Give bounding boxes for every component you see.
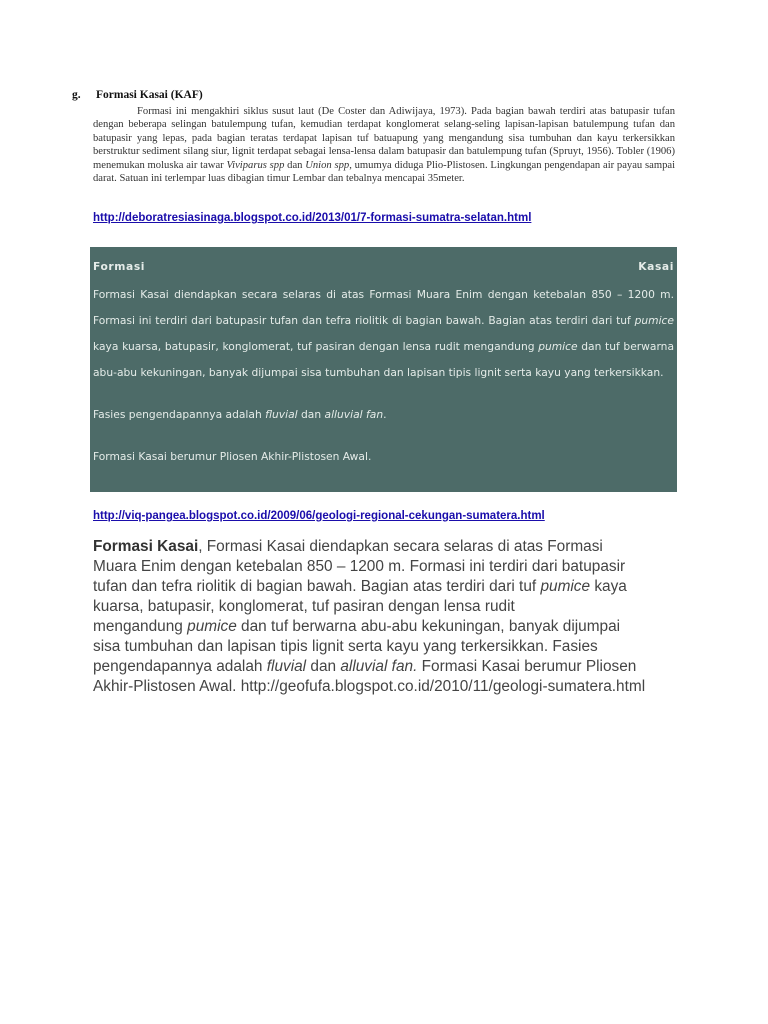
summary-line: kuarsa, batupasir, konglomerat, tuf pasiran dengan lensa rudit: [93, 598, 515, 615]
quote-gap: [93, 428, 674, 444]
source-link-viq-pangea[interactable]: http://viq-pangea.blogspot.co.id/2009/06/geologi-regional-cekungan-sumatera.html: [93, 510, 545, 522]
intro-species-2: Union spp: [305, 159, 350, 171]
quote-p1-text-c: dan tuf berwarna abu-abu kekuningan, banyak dijumpai sisa tumbuhan dan lapisan tipis lignit serta kayu yang terkersikkan.: [93, 340, 674, 379]
summary-line: sisa tumbuhan dan lapisan tipis lignit serta kayu yang terkersikkan. Fasies: [93, 638, 598, 655]
summary-line: [93, 577, 683, 597]
quote-p2-text-a: Fasies pengendapannya adalah: [93, 408, 266, 421]
summary-text: mengandung: [93, 618, 188, 635]
quote-paragraph-1: [93, 282, 674, 386]
intro-text-1: Formasi ini mengakhiri siklus susut laut (De Coster dan Adiwijaya, 1973). Pada bagian bawah terdiri atas batupasir tufan dengan beberapa selingan batulempung tufan, kemudian terdapat konglomerat selang-seling lapisan-lapisan batulempung tufan dan batupasir yang lepas, pada bagian teratas terdapat lapisan tuf batuapung yang mengandung sisa tumbuhan dan kayu terkersikkan berstruktur sediment silang siur, lignit terdapat sebagai lensa-lensa dalam batupasir dan batulempung tufan (Spruyt, 1956). Tobler (1906) menemukan moluska air tawar: [93, 106, 675, 171]
summary-italic: alluvial fan.: [340, 658, 418, 675]
quote-paragraph-3: Formasi Kasai berumur Pliosen Akhir-Plistosen Awal.: [93, 450, 372, 463]
section-number: g.: [72, 89, 81, 101]
intro-text-2: dan: [284, 159, 306, 171]
quote-p1-italic-2: pumice: [538, 340, 578, 353]
summary-line: Muara Enim dengan ketebalan 850 – 1200 m. Formasi ini terdiri dari batupasir: [93, 558, 626, 575]
quote-p1-text-b: kaya kuarsa, batupasir, konglomerat, tuf pasiran dengan lensa rudit mengandung: [93, 340, 539, 353]
quote-p2-text-b: dan: [297, 408, 325, 421]
summary-text: kaya: [590, 578, 627, 595]
summary-text: pengendapannya adalah: [93, 658, 267, 675]
quote-p2-italic-1: fluvial: [265, 408, 298, 421]
quote-gap: [93, 386, 674, 402]
summary-lead: Formasi Kasai: [93, 538, 199, 555]
summary-text: dan: [306, 658, 341, 675]
quote-p1-italic-1: pumice: [634, 314, 674, 327]
intro-species-1: Viviparus spp: [226, 159, 285, 171]
summary-text: dan tuf berwarna abu-abu kekuningan, banyak dijumpai: [236, 618, 621, 635]
intro-text-3: , umumya diduga Plio-Plistosen. Lingkungan pengendapan air payau sampai darat. Satuan ini terlempar luas dibagian timur Lembar dan tebalnya mencapai 35meter.: [93, 159, 676, 185]
summary-paragraph: [93, 537, 683, 697]
summary-line: [93, 617, 683, 637]
quote-title-left: Formasi: [93, 260, 146, 273]
summary-line: [93, 537, 683, 557]
quote-p2-text-c: .: [383, 408, 387, 421]
summary-line: Akhir-Plistosen Awal. http://geofufa.blogspot.co.id/2010/11/geologi-sumatera.html: [93, 678, 646, 695]
quote-paragraph-2: [93, 402, 674, 428]
summary-italic: pumice: [187, 618, 237, 635]
section-heading: [72, 89, 203, 101]
source-link-deboratresiasinaga[interactable]: http://deboratresiasinaga.blogspot.co.id/2013/01/7-formasi-sumatra-selatan.html: [93, 212, 532, 224]
summary-italic: pumice: [540, 578, 591, 595]
quote-p2-italic-2: alluvial fan: [324, 408, 384, 421]
intro-paragraph: [93, 105, 675, 185]
summary-italic: fluvial: [266, 658, 307, 675]
summary-text: tufan dan tefra riolitik di bagian bawah. Bagian atas terdiri dari tuf: [93, 578, 541, 595]
quote-title-right: Kasai: [638, 260, 674, 273]
quote-p1-text-a: Formasi Kasai diendapkan secara selaras di atas Formasi Muara Enim dengan ketebalan 850 – 1200 m. Formasi ini terdiri dari batupasir tufan dan tefra riolitik di bagian bawah. Bagian atas terdiri dari tuf: [93, 288, 674, 327]
section-title: Formasi Kasai (KAF): [96, 89, 203, 101]
quoted-excerpt-box: [90, 247, 677, 492]
summary-text: , Formasi Kasai diendapkan secara selaras di atas Formasi: [198, 538, 603, 555]
summary-line: [93, 657, 683, 677]
summary-text: Formasi Kasai berumur Pliosen: [417, 658, 637, 675]
quote-title-row: [93, 257, 674, 277]
